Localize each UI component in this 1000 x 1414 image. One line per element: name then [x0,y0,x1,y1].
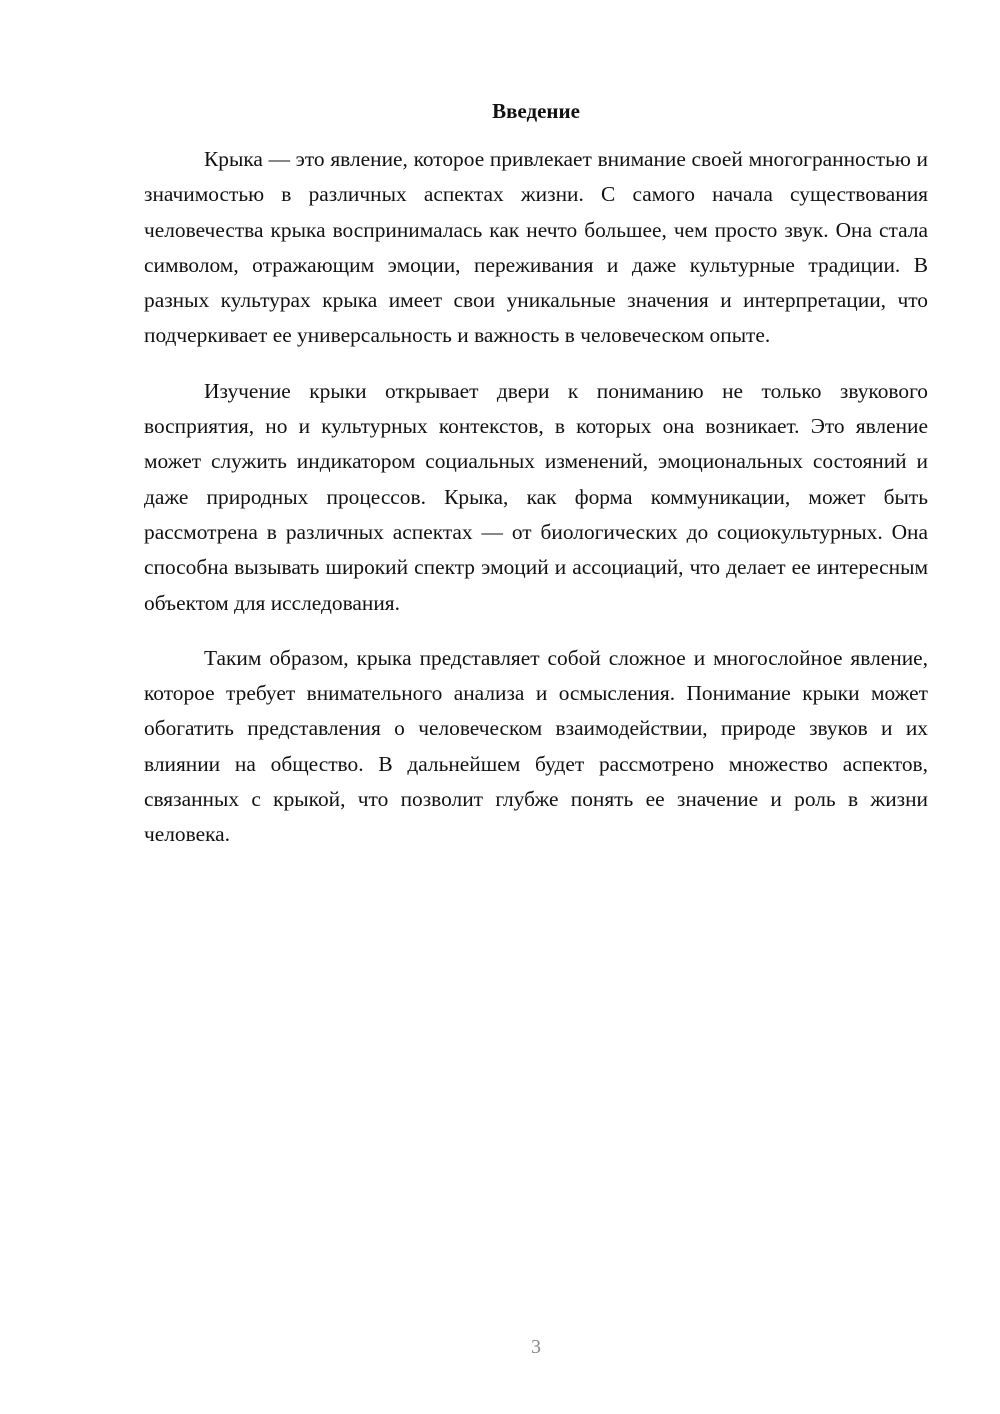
paragraph-2: Изучение крыки открывает двери к пониманию не только звукового восприятия, но и культурных контекстов, в которых она возникает. Это явление может служить индикатором социальных изменений, эмоциональных состояний и даже природных процессов. Крыка, как форма коммуникации, может быть рассмотрена в различных аспектах — от биологических до социокультурных. Она способна вызывать широкий спектр эмоций и ассоциаций, что делает ее интересным объектом для исследования. [144,378,928,615]
body-text [144,142,928,873]
paragraph-3: Таким образом, крыка представляет собой сложное и многослойное явление, которое требует внимательного анализа и осмысления. Понимание крыки может обогатить представления о человеческом взаимодействии, природе звуков и их влиянии на общество. В дальнейшем будет рассмотрено множество аспектов, связанных с крыкой, что позволит глубже понять ее значение и роль в жизни человека. [144,645,928,847]
page-number: 3 [531,1336,541,1358]
section-title: Введение [492,99,580,123]
paragraph-1: Крыка — это явление, которое привлекает внимание своей многогранностью и значимостью в различных аспектах жизни. С самого начала существования человечества крыка воспринималась как нечто большее, чем просто звук. Она стала символом, отражающим эмоции, переживания и даже культурные традиции. В разных культурах крыка имеет свои уникальные значения и интерпретации, что подчеркивает ее универсальность и важность в человеческом опыте. [144,147,928,348]
